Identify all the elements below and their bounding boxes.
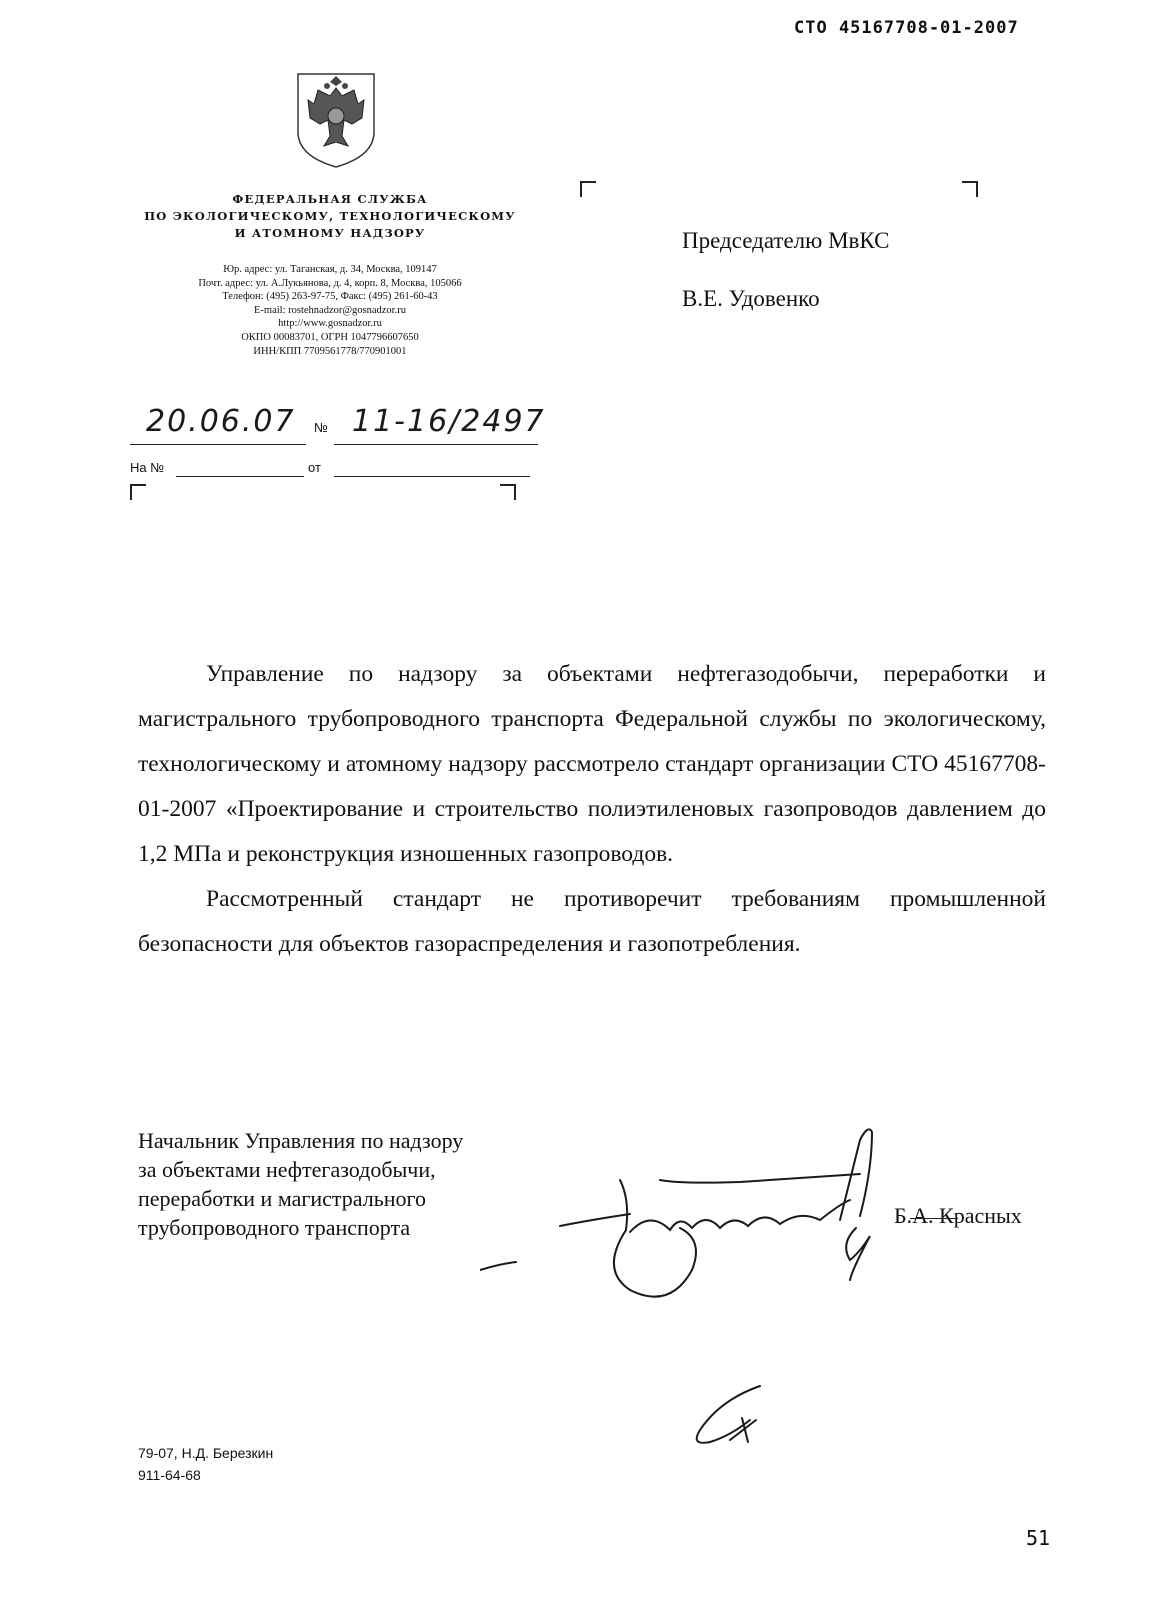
executor-name: 79-07, Н.Д. Березкин	[138, 1445, 274, 1461]
signatory-title-line: Начальник Управления по надзору	[138, 1128, 464, 1153]
signatory-name: Б.А. Красных	[894, 1203, 1022, 1228]
reference-from-label: от	[308, 460, 321, 475]
document-code: СТО 45167708-01-2007	[794, 18, 1019, 38]
contact-line: ОКПО 00083701, ОГРН 1047796607650	[241, 331, 419, 343]
signatory-title-line: за объектами нефтегазодобычи,	[138, 1157, 436, 1182]
approval-visa-mark	[690, 1380, 800, 1460]
date-underline	[130, 444, 306, 445]
letter-body	[138, 652, 1046, 967]
corner-mark	[500, 484, 516, 500]
signatory-title-line: трубопроводного транспорта	[138, 1215, 411, 1240]
reference-date-underline	[334, 476, 530, 477]
recipient-position: Председателю МвКС	[682, 228, 890, 253]
handwritten-signature	[480, 1120, 910, 1360]
body-paragraph: Рассмотренный стандарт не противоречит требованиям промышленной безопасности для объектов газораспределения и газопотребления.	[138, 886, 1046, 957]
executor-phone: 911-64-68	[138, 1467, 201, 1483]
recipient-name: В.Е. Удовенко	[682, 286, 820, 311]
strikethrough-mark	[910, 1218, 958, 1219]
contact-line: Юр. адрес: ул. Таганская, д. 34, Москва, 109147	[223, 264, 437, 275]
contact-line: ИНН/КПП 7709561778/770901001	[253, 345, 407, 357]
executor-info	[138, 1442, 273, 1486]
agency-line: И АТОМНОМУ НАДЗОРУ	[234, 226, 426, 240]
registration-row	[130, 404, 550, 454]
corner-mark	[130, 484, 146, 500]
agency-line: ПО ЭКОЛОГИЧЕСКОМУ, ТЕХНОЛОГИЧЕСКОМУ	[144, 209, 516, 223]
contact-line: Почт. адрес: ул. А.Лукьянова, д. 4, корп. 8, Москва, 105066	[198, 277, 462, 289]
corner-mark	[962, 181, 978, 197]
contact-line: E-mail: rostehnadzor@gosnadzor.ru	[254, 304, 406, 316]
agency-line: ФЕДЕРАЛЬНАЯ СЛУЖБА	[232, 192, 428, 206]
corner-mark	[580, 181, 596, 197]
agency-name	[128, 191, 532, 242]
reference-row	[130, 460, 550, 480]
registration-date: 20.06.07	[146, 404, 296, 439]
registration-number: 11-16/2497	[352, 404, 546, 439]
body-paragraph: Управление по надзору за объектами нефтегазодобычи, переработки и магистрального трубопроводного транспорта Федеральной службы по экологическому, технологическому и атомному надзору рассмотрело стандарт организации СТО 45167708-01-2007 «Проектирование и строительство полиэтиленовых газопроводов давлением до 1,2 МПа и реконструкция изношенных газопроводов.	[138, 661, 1046, 867]
coat-of-arms-icon	[294, 70, 378, 170]
signatory-title-line: переработки и магистрального	[138, 1186, 427, 1211]
registration-number-label: №	[314, 420, 328, 435]
reference-label: На №	[130, 460, 165, 475]
contact-line: Телефон: (495) 263-97-75, Факс: (495) 261-60-43	[222, 291, 438, 303]
contact-line: http://www.gosnadzor.ru	[278, 318, 382, 330]
number-underline	[334, 444, 538, 445]
agency-contacts	[128, 263, 532, 358]
reference-underline	[176, 476, 304, 477]
page-number: 51	[1026, 1526, 1051, 1550]
